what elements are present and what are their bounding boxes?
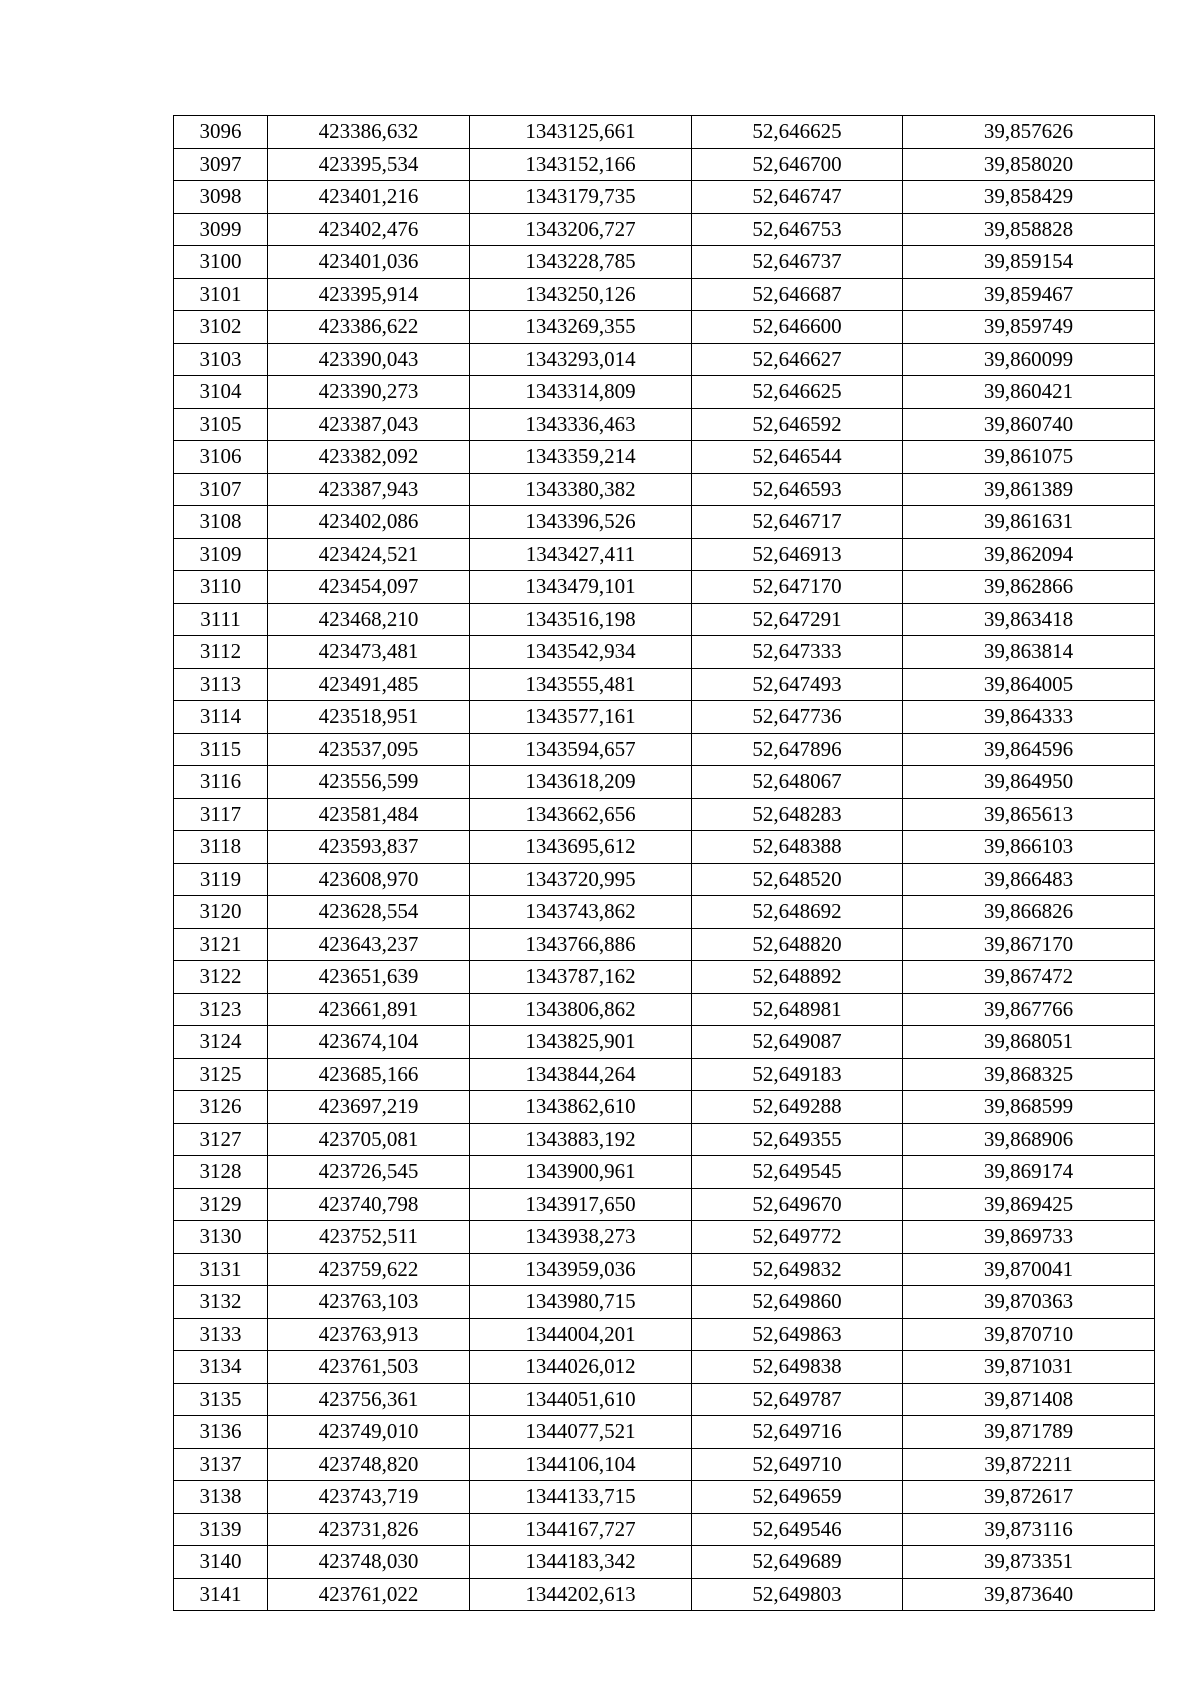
point-number-cell: 3117 <box>174 798 268 831</box>
x-coordinate-cell: 423763,913 <box>268 1318 470 1351</box>
table-row <box>174 1253 1155 1286</box>
y-coordinate-cell: 1343980,715 <box>470 1286 692 1319</box>
latitude-cell: 52,649716 <box>692 1416 903 1449</box>
point-number-cell: 3112 <box>174 636 268 669</box>
latitude-cell: 52,646717 <box>692 506 903 539</box>
latitude-cell: 52,649832 <box>692 1253 903 1286</box>
y-coordinate-cell: 1344133,715 <box>470 1481 692 1514</box>
x-coordinate-cell: 423401,036 <box>268 246 470 279</box>
latitude-cell: 52,648067 <box>692 766 903 799</box>
y-coordinate-cell: 1344183,342 <box>470 1546 692 1579</box>
x-coordinate-cell: 423491,485 <box>268 668 470 701</box>
longitude-cell: 39,869733 <box>903 1221 1155 1254</box>
table-row <box>174 408 1155 441</box>
latitude-cell: 52,646913 <box>692 538 903 571</box>
table-row <box>174 928 1155 961</box>
y-coordinate-cell: 1343825,901 <box>470 1026 692 1059</box>
latitude-cell: 52,649689 <box>692 1546 903 1579</box>
table-row <box>174 993 1155 1026</box>
table-row <box>174 1351 1155 1384</box>
longitude-cell: 39,860099 <box>903 343 1155 376</box>
x-coordinate-cell: 423749,010 <box>268 1416 470 1449</box>
point-number-cell: 3096 <box>174 116 268 149</box>
x-coordinate-cell: 423685,166 <box>268 1058 470 1091</box>
longitude-cell: 39,867472 <box>903 961 1155 994</box>
point-number-cell: 3111 <box>174 603 268 636</box>
table-row <box>174 1221 1155 1254</box>
table-row <box>174 1578 1155 1611</box>
table-row <box>174 376 1155 409</box>
y-coordinate-cell: 1343427,411 <box>470 538 692 571</box>
table-row <box>174 733 1155 766</box>
y-coordinate-cell: 1343555,481 <box>470 668 692 701</box>
point-number-cell: 3115 <box>174 733 268 766</box>
point-number-cell: 3113 <box>174 668 268 701</box>
table-row <box>174 1026 1155 1059</box>
latitude-cell: 52,646625 <box>692 376 903 409</box>
point-number-cell: 3134 <box>174 1351 268 1384</box>
longitude-cell: 39,867170 <box>903 928 1155 961</box>
latitude-cell: 52,646592 <box>692 408 903 441</box>
longitude-cell: 39,859749 <box>903 311 1155 344</box>
point-number-cell: 3129 <box>174 1188 268 1221</box>
x-coordinate-cell: 423726,545 <box>268 1156 470 1189</box>
longitude-cell: 39,871789 <box>903 1416 1155 1449</box>
x-coordinate-cell: 423651,639 <box>268 961 470 994</box>
x-coordinate-cell: 423390,273 <box>268 376 470 409</box>
latitude-cell: 52,649787 <box>692 1383 903 1416</box>
table-row <box>174 1123 1155 1156</box>
x-coordinate-cell: 423759,622 <box>268 1253 470 1286</box>
longitude-cell: 39,869174 <box>903 1156 1155 1189</box>
y-coordinate-cell: 1343250,126 <box>470 278 692 311</box>
point-number-cell: 3107 <box>174 473 268 506</box>
y-coordinate-cell: 1343720,995 <box>470 863 692 896</box>
latitude-cell: 52,648892 <box>692 961 903 994</box>
table-row <box>174 1058 1155 1091</box>
x-coordinate-cell: 423748,030 <box>268 1546 470 1579</box>
latitude-cell: 52,649863 <box>692 1318 903 1351</box>
table-row <box>174 1546 1155 1579</box>
point-number-cell: 3119 <box>174 863 268 896</box>
table-row <box>174 1188 1155 1221</box>
table-row <box>174 636 1155 669</box>
longitude-cell: 39,863814 <box>903 636 1155 669</box>
point-number-cell: 3139 <box>174 1513 268 1546</box>
table-row <box>174 1156 1155 1189</box>
longitude-cell: 39,858429 <box>903 181 1155 214</box>
longitude-cell: 39,864005 <box>903 668 1155 701</box>
x-coordinate-cell: 423761,503 <box>268 1351 470 1384</box>
latitude-cell: 52,649546 <box>692 1513 903 1546</box>
y-coordinate-cell: 1344167,727 <box>470 1513 692 1546</box>
table-row <box>174 343 1155 376</box>
x-coordinate-cell: 423395,534 <box>268 148 470 181</box>
table-row <box>174 798 1155 831</box>
longitude-cell: 39,864950 <box>903 766 1155 799</box>
x-coordinate-cell: 423761,022 <box>268 1578 470 1611</box>
latitude-cell: 52,648820 <box>692 928 903 961</box>
y-coordinate-cell: 1343959,036 <box>470 1253 692 1286</box>
y-coordinate-cell: 1343359,214 <box>470 441 692 474</box>
longitude-cell: 39,872211 <box>903 1448 1155 1481</box>
table-row <box>174 1091 1155 1124</box>
point-number-cell: 3140 <box>174 1546 268 1579</box>
y-coordinate-cell: 1344004,201 <box>470 1318 692 1351</box>
y-coordinate-cell: 1343577,161 <box>470 701 692 734</box>
point-number-cell: 3132 <box>174 1286 268 1319</box>
x-coordinate-cell: 423731,826 <box>268 1513 470 1546</box>
y-coordinate-cell: 1344051,610 <box>470 1383 692 1416</box>
table-row <box>174 1513 1155 1546</box>
y-coordinate-cell: 1343314,809 <box>470 376 692 409</box>
table-row <box>174 506 1155 539</box>
table-row <box>174 441 1155 474</box>
longitude-cell: 39,866483 <box>903 863 1155 896</box>
longitude-cell: 39,859467 <box>903 278 1155 311</box>
x-coordinate-cell: 423756,361 <box>268 1383 470 1416</box>
longitude-cell: 39,862094 <box>903 538 1155 571</box>
point-number-cell: 3123 <box>174 993 268 1026</box>
table-row <box>174 181 1155 214</box>
table-row <box>174 603 1155 636</box>
longitude-cell: 39,857626 <box>903 116 1155 149</box>
longitude-cell: 39,858020 <box>903 148 1155 181</box>
latitude-cell: 52,649355 <box>692 1123 903 1156</box>
latitude-cell: 52,648692 <box>692 896 903 929</box>
table-row <box>174 1481 1155 1514</box>
point-number-cell: 3121 <box>174 928 268 961</box>
coordinates-table <box>173 115 1155 1611</box>
longitude-cell: 39,868599 <box>903 1091 1155 1124</box>
point-number-cell: 3106 <box>174 441 268 474</box>
latitude-cell: 52,647170 <box>692 571 903 604</box>
longitude-cell: 39,862866 <box>903 571 1155 604</box>
latitude-cell: 52,646600 <box>692 311 903 344</box>
point-number-cell: 3128 <box>174 1156 268 1189</box>
x-coordinate-cell: 423402,086 <box>268 506 470 539</box>
longitude-cell: 39,861075 <box>903 441 1155 474</box>
longitude-cell: 39,864333 <box>903 701 1155 734</box>
x-coordinate-cell: 423674,104 <box>268 1026 470 1059</box>
latitude-cell: 52,647493 <box>692 668 903 701</box>
x-coordinate-cell: 423402,476 <box>268 213 470 246</box>
latitude-cell: 52,649183 <box>692 1058 903 1091</box>
y-coordinate-cell: 1343152,166 <box>470 148 692 181</box>
latitude-cell: 52,648981 <box>692 993 903 1026</box>
y-coordinate-cell: 1343380,382 <box>470 473 692 506</box>
latitude-cell: 52,649803 <box>692 1578 903 1611</box>
point-number-cell: 3114 <box>174 701 268 734</box>
point-number-cell: 3100 <box>174 246 268 279</box>
latitude-cell: 52,648388 <box>692 831 903 864</box>
point-number-cell: 3101 <box>174 278 268 311</box>
latitude-cell: 52,648283 <box>692 798 903 831</box>
y-coordinate-cell: 1343179,735 <box>470 181 692 214</box>
longitude-cell: 39,873351 <box>903 1546 1155 1579</box>
x-coordinate-cell: 423424,521 <box>268 538 470 571</box>
latitude-cell: 52,649087 <box>692 1026 903 1059</box>
table-row <box>174 538 1155 571</box>
table-row <box>174 278 1155 311</box>
table-row <box>174 473 1155 506</box>
x-coordinate-cell: 423382,092 <box>268 441 470 474</box>
longitude-cell: 39,873116 <box>903 1513 1155 1546</box>
x-coordinate-cell: 423593,837 <box>268 831 470 864</box>
longitude-cell: 39,861389 <box>903 473 1155 506</box>
y-coordinate-cell: 1343662,656 <box>470 798 692 831</box>
table-row <box>174 766 1155 799</box>
y-coordinate-cell: 1343336,463 <box>470 408 692 441</box>
x-coordinate-cell: 423556,599 <box>268 766 470 799</box>
x-coordinate-cell: 423705,081 <box>268 1123 470 1156</box>
point-number-cell: 3137 <box>174 1448 268 1481</box>
point-number-cell: 3125 <box>174 1058 268 1091</box>
point-number-cell: 3135 <box>174 1383 268 1416</box>
table-row <box>174 1318 1155 1351</box>
x-coordinate-cell: 423763,103 <box>268 1286 470 1319</box>
y-coordinate-cell: 1343787,162 <box>470 961 692 994</box>
x-coordinate-cell: 423740,798 <box>268 1188 470 1221</box>
x-coordinate-cell: 423608,970 <box>268 863 470 896</box>
y-coordinate-cell: 1344106,104 <box>470 1448 692 1481</box>
longitude-cell: 39,858828 <box>903 213 1155 246</box>
point-number-cell: 3108 <box>174 506 268 539</box>
table-row <box>174 1383 1155 1416</box>
table-row <box>174 116 1155 149</box>
point-number-cell: 3122 <box>174 961 268 994</box>
point-number-cell: 3110 <box>174 571 268 604</box>
longitude-cell: 39,868325 <box>903 1058 1155 1091</box>
longitude-cell: 39,870041 <box>903 1253 1155 1286</box>
latitude-cell: 52,649288 <box>692 1091 903 1124</box>
latitude-cell: 52,647736 <box>692 701 903 734</box>
x-coordinate-cell: 423743,719 <box>268 1481 470 1514</box>
point-number-cell: 3133 <box>174 1318 268 1351</box>
table-row <box>174 961 1155 994</box>
y-coordinate-cell: 1343900,961 <box>470 1156 692 1189</box>
y-coordinate-cell: 1343883,192 <box>470 1123 692 1156</box>
x-coordinate-cell: 423473,481 <box>268 636 470 669</box>
x-coordinate-cell: 423752,511 <box>268 1221 470 1254</box>
y-coordinate-cell: 1343806,862 <box>470 993 692 1026</box>
x-coordinate-cell: 423390,043 <box>268 343 470 376</box>
latitude-cell: 52,649545 <box>692 1156 903 1189</box>
latitude-cell: 52,647291 <box>692 603 903 636</box>
table-row <box>174 1416 1155 1449</box>
x-coordinate-cell: 423518,951 <box>268 701 470 734</box>
y-coordinate-cell: 1343479,101 <box>470 571 692 604</box>
table-row <box>174 311 1155 344</box>
point-number-cell: 3103 <box>174 343 268 376</box>
y-coordinate-cell: 1343516,198 <box>470 603 692 636</box>
y-coordinate-cell: 1344077,521 <box>470 1416 692 1449</box>
y-coordinate-cell: 1343917,650 <box>470 1188 692 1221</box>
point-number-cell: 3130 <box>174 1221 268 1254</box>
longitude-cell: 39,871031 <box>903 1351 1155 1384</box>
longitude-cell: 39,865613 <box>903 798 1155 831</box>
point-number-cell: 3124 <box>174 1026 268 1059</box>
longitude-cell: 39,873640 <box>903 1578 1155 1611</box>
table-row <box>174 246 1155 279</box>
longitude-cell: 39,860740 <box>903 408 1155 441</box>
latitude-cell: 52,647896 <box>692 733 903 766</box>
point-number-cell: 3109 <box>174 538 268 571</box>
x-coordinate-cell: 423387,943 <box>268 473 470 506</box>
point-number-cell: 3104 <box>174 376 268 409</box>
y-coordinate-cell: 1343206,727 <box>470 213 692 246</box>
table-row <box>174 831 1155 864</box>
y-coordinate-cell: 1343618,209 <box>470 766 692 799</box>
table-row <box>174 668 1155 701</box>
point-number-cell: 3097 <box>174 148 268 181</box>
point-number-cell: 3127 <box>174 1123 268 1156</box>
point-number-cell: 3116 <box>174 766 268 799</box>
x-coordinate-cell: 423468,210 <box>268 603 470 636</box>
x-coordinate-cell: 423395,914 <box>268 278 470 311</box>
longitude-cell: 39,866826 <box>903 896 1155 929</box>
latitude-cell: 52,649838 <box>692 1351 903 1384</box>
longitude-cell: 39,859154 <box>903 246 1155 279</box>
y-coordinate-cell: 1343695,612 <box>470 831 692 864</box>
x-coordinate-cell: 423454,097 <box>268 571 470 604</box>
longitude-cell: 39,870710 <box>903 1318 1155 1351</box>
x-coordinate-cell: 423643,237 <box>268 928 470 961</box>
table-row <box>174 701 1155 734</box>
y-coordinate-cell: 1343938,273 <box>470 1221 692 1254</box>
longitude-cell: 39,860421 <box>903 376 1155 409</box>
point-number-cell: 3098 <box>174 181 268 214</box>
longitude-cell: 39,864596 <box>903 733 1155 766</box>
latitude-cell: 52,647333 <box>692 636 903 669</box>
longitude-cell: 39,861631 <box>903 506 1155 539</box>
latitude-cell: 52,646687 <box>692 278 903 311</box>
latitude-cell: 52,649670 <box>692 1188 903 1221</box>
point-number-cell: 3138 <box>174 1481 268 1514</box>
y-coordinate-cell: 1343269,355 <box>470 311 692 344</box>
latitude-cell: 52,649710 <box>692 1448 903 1481</box>
x-coordinate-cell: 423386,632 <box>268 116 470 149</box>
table-row <box>174 863 1155 896</box>
y-coordinate-cell: 1343862,610 <box>470 1091 692 1124</box>
table-row <box>174 896 1155 929</box>
x-coordinate-cell: 423581,484 <box>268 798 470 831</box>
y-coordinate-cell: 1343228,785 <box>470 246 692 279</box>
x-coordinate-cell: 423386,622 <box>268 311 470 344</box>
point-number-cell: 3120 <box>174 896 268 929</box>
y-coordinate-cell: 1343766,886 <box>470 928 692 961</box>
y-coordinate-cell: 1343125,661 <box>470 116 692 149</box>
latitude-cell: 52,646747 <box>692 181 903 214</box>
y-coordinate-cell: 1343844,264 <box>470 1058 692 1091</box>
coordinates-table-body <box>174 116 1155 1611</box>
longitude-cell: 39,867766 <box>903 993 1155 1026</box>
table-row <box>174 148 1155 181</box>
latitude-cell: 52,646700 <box>692 148 903 181</box>
latitude-cell: 52,646753 <box>692 213 903 246</box>
longitude-cell: 39,868906 <box>903 1123 1155 1156</box>
latitude-cell: 52,646627 <box>692 343 903 376</box>
longitude-cell: 39,872617 <box>903 1481 1155 1514</box>
point-number-cell: 3102 <box>174 311 268 344</box>
point-number-cell: 3141 <box>174 1578 268 1611</box>
point-number-cell: 3136 <box>174 1416 268 1449</box>
x-coordinate-cell: 423537,095 <box>268 733 470 766</box>
point-number-cell: 3126 <box>174 1091 268 1124</box>
table-row <box>174 213 1155 246</box>
longitude-cell: 39,869425 <box>903 1188 1155 1221</box>
latitude-cell: 52,646593 <box>692 473 903 506</box>
latitude-cell: 52,649860 <box>692 1286 903 1319</box>
longitude-cell: 39,871408 <box>903 1383 1155 1416</box>
point-number-cell: 3099 <box>174 213 268 246</box>
point-number-cell: 3105 <box>174 408 268 441</box>
y-coordinate-cell: 1343293,014 <box>470 343 692 376</box>
latitude-cell: 52,646737 <box>692 246 903 279</box>
y-coordinate-cell: 1343396,526 <box>470 506 692 539</box>
latitude-cell: 52,648520 <box>692 863 903 896</box>
y-coordinate-cell: 1343743,862 <box>470 896 692 929</box>
y-coordinate-cell: 1343594,657 <box>470 733 692 766</box>
y-coordinate-cell: 1344026,012 <box>470 1351 692 1384</box>
longitude-cell: 39,870363 <box>903 1286 1155 1319</box>
latitude-cell: 52,649772 <box>692 1221 903 1254</box>
table-row <box>174 1286 1155 1319</box>
x-coordinate-cell: 423387,043 <box>268 408 470 441</box>
longitude-cell: 39,868051 <box>903 1026 1155 1059</box>
longitude-cell: 39,863418 <box>903 603 1155 636</box>
x-coordinate-cell: 423697,219 <box>268 1091 470 1124</box>
x-coordinate-cell: 423401,216 <box>268 181 470 214</box>
y-coordinate-cell: 1344202,613 <box>470 1578 692 1611</box>
x-coordinate-cell: 423661,891 <box>268 993 470 1026</box>
latitude-cell: 52,649659 <box>692 1481 903 1514</box>
point-number-cell: 3118 <box>174 831 268 864</box>
table-row <box>174 571 1155 604</box>
x-coordinate-cell: 423628,554 <box>268 896 470 929</box>
latitude-cell: 52,646625 <box>692 116 903 149</box>
point-number-cell: 3131 <box>174 1253 268 1286</box>
y-coordinate-cell: 1343542,934 <box>470 636 692 669</box>
longitude-cell: 39,866103 <box>903 831 1155 864</box>
table-row <box>174 1448 1155 1481</box>
x-coordinate-cell: 423748,820 <box>268 1448 470 1481</box>
latitude-cell: 52,646544 <box>692 441 903 474</box>
